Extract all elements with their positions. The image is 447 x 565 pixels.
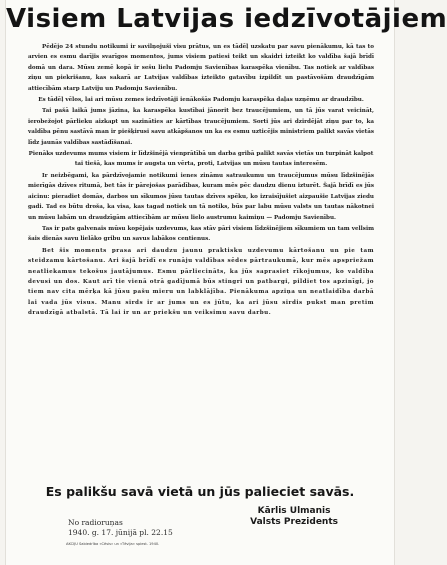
paragraph-5: Ir neizbēgami, ka pārdzīvojamie notikumi ienes zināmu satraukumu un traucējumus mūsu līdzšinējās mierīgās dzīves ritumā, bet tās ir pārejošas parādības, kuram mēs pēc daudzu dienu izturēt. Šajā brīdī es jūs aicinu: pieradiet domās, darbos un sīkumos jūsu tautas dzīves spēku, ko izraisījušiet aizpaušie Latvijas ziedu gadi. Tad es būtu droša, ka visa, kas tagad notiek un tā notiks, būs par labu mūsu valsts un tautas nākotnei un mūsu labām un draudzīgām attiecībām ar mūsu lielo austrumu kaimiņu — Padomju Savienību. — [28, 172, 374, 221]
paragraph-3: Tai pašā laikā jums jāzina, ka karaspēka kustībai jānorit bez traucējumiem, un tā jūs varat veicināt, ierobežojot pārlieku aizkapt un sazināties ar kārtības traucējumiem. Sorti jūs ari dzirdējāt ziņu par to, ka valdība pēnu sastāvā man ir piešķirusi savu atkāpšanos un ka es esmu uzticējis ministriem palikt savās vietās līdz jaunās valdības sastādīšanai. — [28, 108, 374, 146]
proclamation-body — [28, 42, 374, 320]
source-line-2: 1940. g. 17. jūnijā pl. 22.15 — [68, 528, 173, 537]
paragraph-1: Pēdējo 24 stundu notikumi ir savilņojuši visu prātus, un es tādēļ uzskatu par savu pienākumu, kā tas to arvien es esmu darījis svarīgos momentos, jums visiem patiesi teikt un skaidri izteikt ko valdība šajā brīdī domā un dara. Mūsu zemē kopā ir sešu lielu Padomju Savienības karaspēka vienību. Tas notiek ar valdības ziņu un piekrišanu, kas sakarā ar Latvijas valdības izteikto gatavību izpildīt un pastāvošām draudzīgām attiecībām starp Latviju un Padomju Savienību. — [28, 44, 374, 92]
signatory-name: Kārlis Ulmanis — [257, 506, 331, 516]
printer-imprint: AKCIJU Sabiedrība «Cēsis» un «Tēvija» spiest. 1940. — [66, 542, 160, 546]
paragraph-6: Tas ir pats galvenais mūsu kopējais uzdevums, kas stāv pāri visiem līdzšinējiem sīkumiem un tam vellsim šais dienās savu lielāko gribu un savus labākos centienus. — [28, 225, 374, 243]
broadcast-source — [68, 518, 173, 538]
paragraph-4: Pienāks uzdevums mums visiem ir līdzšinējā vienprātībā un darba gribā palikt savās vietās un turpināt kalpot tai tiešā, kas mums ir augsta un vērta, proti, Latvijas un mūsu tautas interesēm. — [28, 151, 374, 168]
signatory-role: Valsts Prezidents — [250, 517, 338, 527]
proclamation-sheet — [6, 0, 447, 565]
paragraph-7: Bet šis moments prasa ari daudzu jaunu praktisku uzdevumu kārtošanu un pie tam steidzamu kārtošanu. Ari šajā brīdī es runāju valdības sēdes pārtraukumā, kur mēs apspriežam neatliekamus tekošus jautājumus. Esmu pārliecināts, ka jūs saprasiet rīkojumus, ko valdība devusi un dos. Kaut arī tie vienā otrā gadījumā būs stingri un patbargi, pildiet tos apzinīgi, jo tiem nav cita mērķa kā jūsu pašu mieru un labklājība. Pienākuma apziņa un neatlaidība darbā lai vada jūs visus. Manu sirds ir ar jums un es jūtu, ka ari jūsu sirdis pukst man pretim draudzīgā atbalstā. Tā lai ir un ar priekšu un veiksimu savu darbu. — [28, 247, 374, 317]
source-line-1: No radioruņas — [68, 518, 123, 527]
paragraph-2: Es tādēļ vēlos, lai ari mūsu zemes iedzīvotāji ienākošās Padomju karaspēka daļas uzņēmu ar draudzību. — [38, 97, 364, 104]
document-title: Visiem Latvijas iedzīvotājiem — [6, 4, 447, 34]
closing-slogan: Es palikšu savā vietā un jūs palieciet savās. — [45, 484, 355, 499]
signature-block — [250, 506, 338, 528]
